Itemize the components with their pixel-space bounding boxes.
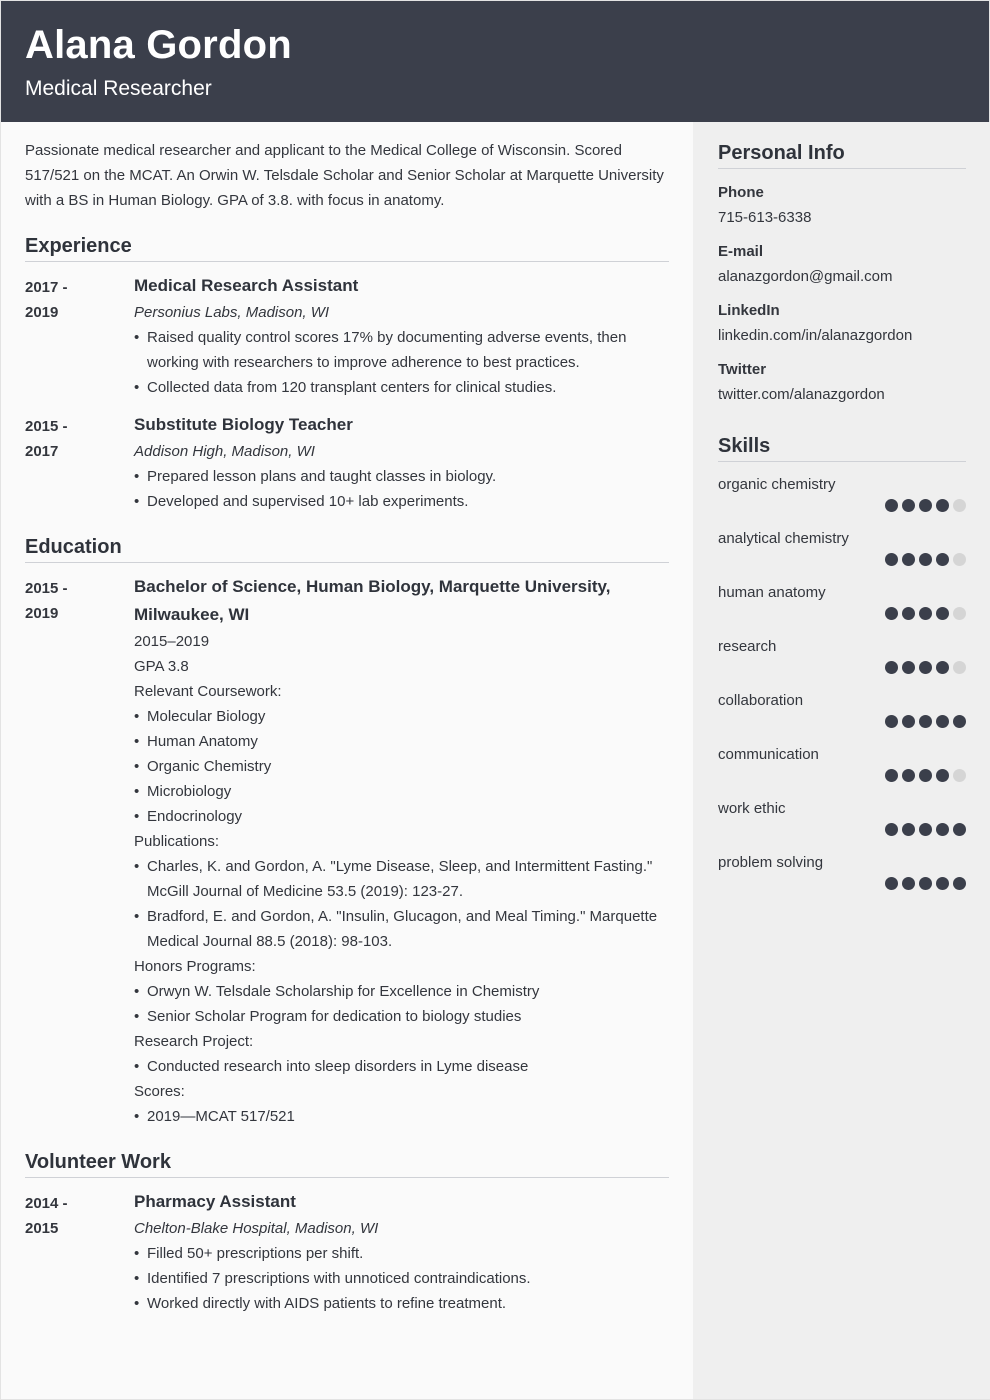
skill-rating [718, 499, 966, 516]
degree-title: Bachelor of Science, Human Biology, Marquette University, Milwaukee, WI [134, 577, 611, 624]
rating-dot-filled [885, 607, 898, 620]
rating-dot-filled [936, 661, 949, 674]
rating-dot-filled [936, 877, 949, 890]
rating-dot-filled [902, 769, 915, 782]
list-item: • Endocrinology [134, 804, 669, 829]
date-end: 2017 [25, 443, 59, 460]
list-item: • Developed and supervised 10+ lab experiments. [134, 489, 669, 514]
rating-dot-filled [936, 823, 949, 836]
rating-dot-filled [936, 553, 949, 566]
phone-label: Phone [718, 184, 764, 201]
experience-entry [25, 272, 669, 400]
job-employer: Personius Labs, Madison, WI [134, 304, 330, 321]
rating-dot-empty [953, 553, 966, 566]
list-item: • Molecular Biology [134, 704, 669, 729]
rating-dot-filled [919, 553, 932, 566]
linkedin-label: LinkedIn [718, 302, 780, 319]
skill-rating [718, 607, 966, 624]
gpa: GPA 3.8 [134, 658, 189, 675]
date-end: 2019 [25, 304, 59, 321]
date-start: 2017 - [25, 279, 68, 296]
rating-dot-empty [953, 607, 966, 620]
rating-dot-filled [919, 715, 932, 728]
skill-item [718, 744, 966, 786]
skills-section [718, 435, 966, 894]
list-item: • Human Anatomy [134, 729, 669, 754]
list-item: • 2019—MCAT 517/521 [134, 1104, 669, 1129]
email-label: E-mail [718, 243, 764, 260]
rating-dot-filled [936, 499, 949, 512]
list-item: • Orwyn W. Telsdale Scholarship for Excellence in Chemistry [134, 979, 669, 1004]
skill-name: research [718, 638, 777, 655]
experience-entry [25, 411, 669, 514]
rating-dot-filled [885, 499, 898, 512]
research-label: Research Project: [134, 1033, 254, 1050]
rating-dot-filled [902, 823, 915, 836]
list-item: • Organic Chemistry [134, 754, 669, 779]
degree-years: 2015–2019 [134, 633, 210, 650]
skill-name: communication [718, 746, 819, 763]
rating-dot-filled [953, 823, 966, 836]
rating-dot-filled [919, 661, 932, 674]
skill-item [718, 852, 966, 894]
rating-dot-filled [902, 661, 915, 674]
volunteer-org: Chelton-Blake Hospital, Madison, WI [134, 1220, 379, 1237]
list-item: • Bradford, E. and Gordon, A. "Insulin, Glucagon, and Meal Timing." Marquette Medical Journal 88.5 (2018): 98-103. [134, 904, 669, 954]
skill-item [718, 582, 966, 624]
twitter-label: Twitter [718, 361, 767, 378]
rating-dot-filled [919, 769, 932, 782]
entry-dates [25, 411, 134, 514]
honors-label: Honors Programs: [134, 958, 256, 975]
candidate-role: Medical Researcher [25, 77, 212, 100]
date-end: 2015 [25, 1220, 59, 1237]
skill-item [718, 528, 966, 570]
volunteer-role: Pharmacy Assistant [134, 1192, 296, 1211]
rating-dot-filled [902, 553, 915, 566]
summary: Passionate medical researcher and applicant to the Medical College of Wisconsin. Scored 517/521 on the MCAT. An Orwin W. Telsdale Scholar and Senior Scholar at Marquette University with a BS in Human Biology. GPA of 3.8. with focus in anatomy. [25, 142, 664, 209]
volunteer-heading: Volunteer Work [25, 1151, 669, 1178]
list-item: • Raised quality control scores 17% by documenting adverse events, then working with researchers to improve adherence to best practices. [134, 325, 669, 375]
rating-dot-filled [885, 661, 898, 674]
rating-dot-filled [902, 877, 915, 890]
entry-dates [25, 272, 134, 400]
rating-dot-filled [885, 823, 898, 836]
rating-dot-filled [885, 553, 898, 566]
skill-rating [718, 877, 966, 894]
rating-dot-filled [885, 769, 898, 782]
rating-dot-empty [953, 661, 966, 674]
rating-dot-filled [919, 823, 932, 836]
scores-label: Scores: [134, 1083, 185, 1100]
skill-name: problem solving [718, 854, 824, 871]
sidebar [693, 122, 990, 1399]
main-column [25, 122, 669, 1316]
skill-name: organic chemistry [718, 476, 836, 493]
entry-dates [25, 1188, 134, 1316]
skills-heading: Skills [718, 435, 966, 462]
education-entry [25, 573, 669, 1129]
rating-dot-filled [936, 769, 949, 782]
skill-item [718, 690, 966, 732]
linkedin-value[interactable]: linkedin.com/in/alanazgordon [718, 327, 913, 344]
rating-dot-filled [902, 607, 915, 620]
skill-rating [718, 823, 966, 840]
skill-rating [718, 769, 966, 786]
skill-name: human anatomy [718, 584, 826, 601]
header [1, 1, 989, 122]
entry-dates [25, 573, 134, 1129]
phone-value[interactable]: 715-613-6338 [718, 209, 812, 226]
coursework-label: Relevant Coursework: [134, 683, 282, 700]
personal-info-heading: Personal Info [718, 142, 966, 169]
rating-dot-filled [885, 715, 898, 728]
experience-heading: Experience [25, 235, 669, 262]
skill-rating [718, 661, 966, 678]
rating-dot-filled [936, 607, 949, 620]
publications-label: Publications: [134, 833, 220, 850]
rating-dot-filled [953, 715, 966, 728]
list-item: • Filled 50+ prescriptions per shift. [134, 1241, 669, 1266]
list-item: • Identified 7 prescriptions with unnoticed contraindications. [134, 1266, 669, 1291]
rating-dot-filled [919, 607, 932, 620]
list-item: • Prepared lesson plans and taught classes in biology. [134, 464, 669, 489]
date-start: 2015 - [25, 418, 68, 435]
rating-dot-filled [902, 499, 915, 512]
email-value[interactable]: alanazgordon@gmail.com [718, 268, 893, 285]
skill-rating [718, 553, 966, 570]
skill-name: collaboration [718, 692, 804, 709]
skill-item [718, 636, 966, 678]
job-title: Substitute Biology Teacher [134, 415, 353, 434]
education-heading: Education [25, 536, 669, 563]
twitter-value[interactable]: twitter.com/alanazgordon [718, 386, 885, 403]
rating-dot-filled [919, 499, 932, 512]
date-end: 2019 [25, 605, 59, 622]
list-item: • Charles, K. and Gordon, A. "Lyme Disease, Sleep, and Intermittent Fasting." McGill Journal of Medicine 53.5 (2019): 123-27. [134, 854, 669, 904]
rating-dot-filled [936, 715, 949, 728]
job-employer: Addison High, Madison, WI [134, 443, 315, 460]
rating-dot-filled [919, 877, 932, 890]
skill-item [718, 474, 966, 516]
list-item: • Worked directly with AIDS patients to refine treatment. [134, 1291, 669, 1316]
rating-dot-empty [953, 769, 966, 782]
skill-rating [718, 715, 966, 732]
skills-list [718, 474, 966, 894]
skill-item [718, 798, 966, 840]
job-title: Medical Research Assistant [134, 276, 359, 295]
list-item: • Collected data from 120 transplant centers for clinical studies. [134, 375, 669, 400]
skill-name: work ethic [718, 800, 786, 817]
rating-dot-filled [953, 877, 966, 890]
volunteer-entry [25, 1188, 669, 1316]
rating-dot-empty [953, 499, 966, 512]
list-item: • Senior Scholar Program for dedication to biology studies [134, 1004, 669, 1029]
candidate-name: Alana Gordon [25, 23, 292, 67]
skill-name: analytical chemistry [718, 530, 849, 547]
date-start: 2015 - [25, 580, 68, 597]
rating-dot-filled [885, 877, 898, 890]
list-item: • Microbiology [134, 779, 669, 804]
list-item: • Conducted research into sleep disorders in Lyme disease [134, 1054, 669, 1079]
rating-dot-filled [902, 715, 915, 728]
date-start: 2014 - [25, 1195, 68, 1212]
